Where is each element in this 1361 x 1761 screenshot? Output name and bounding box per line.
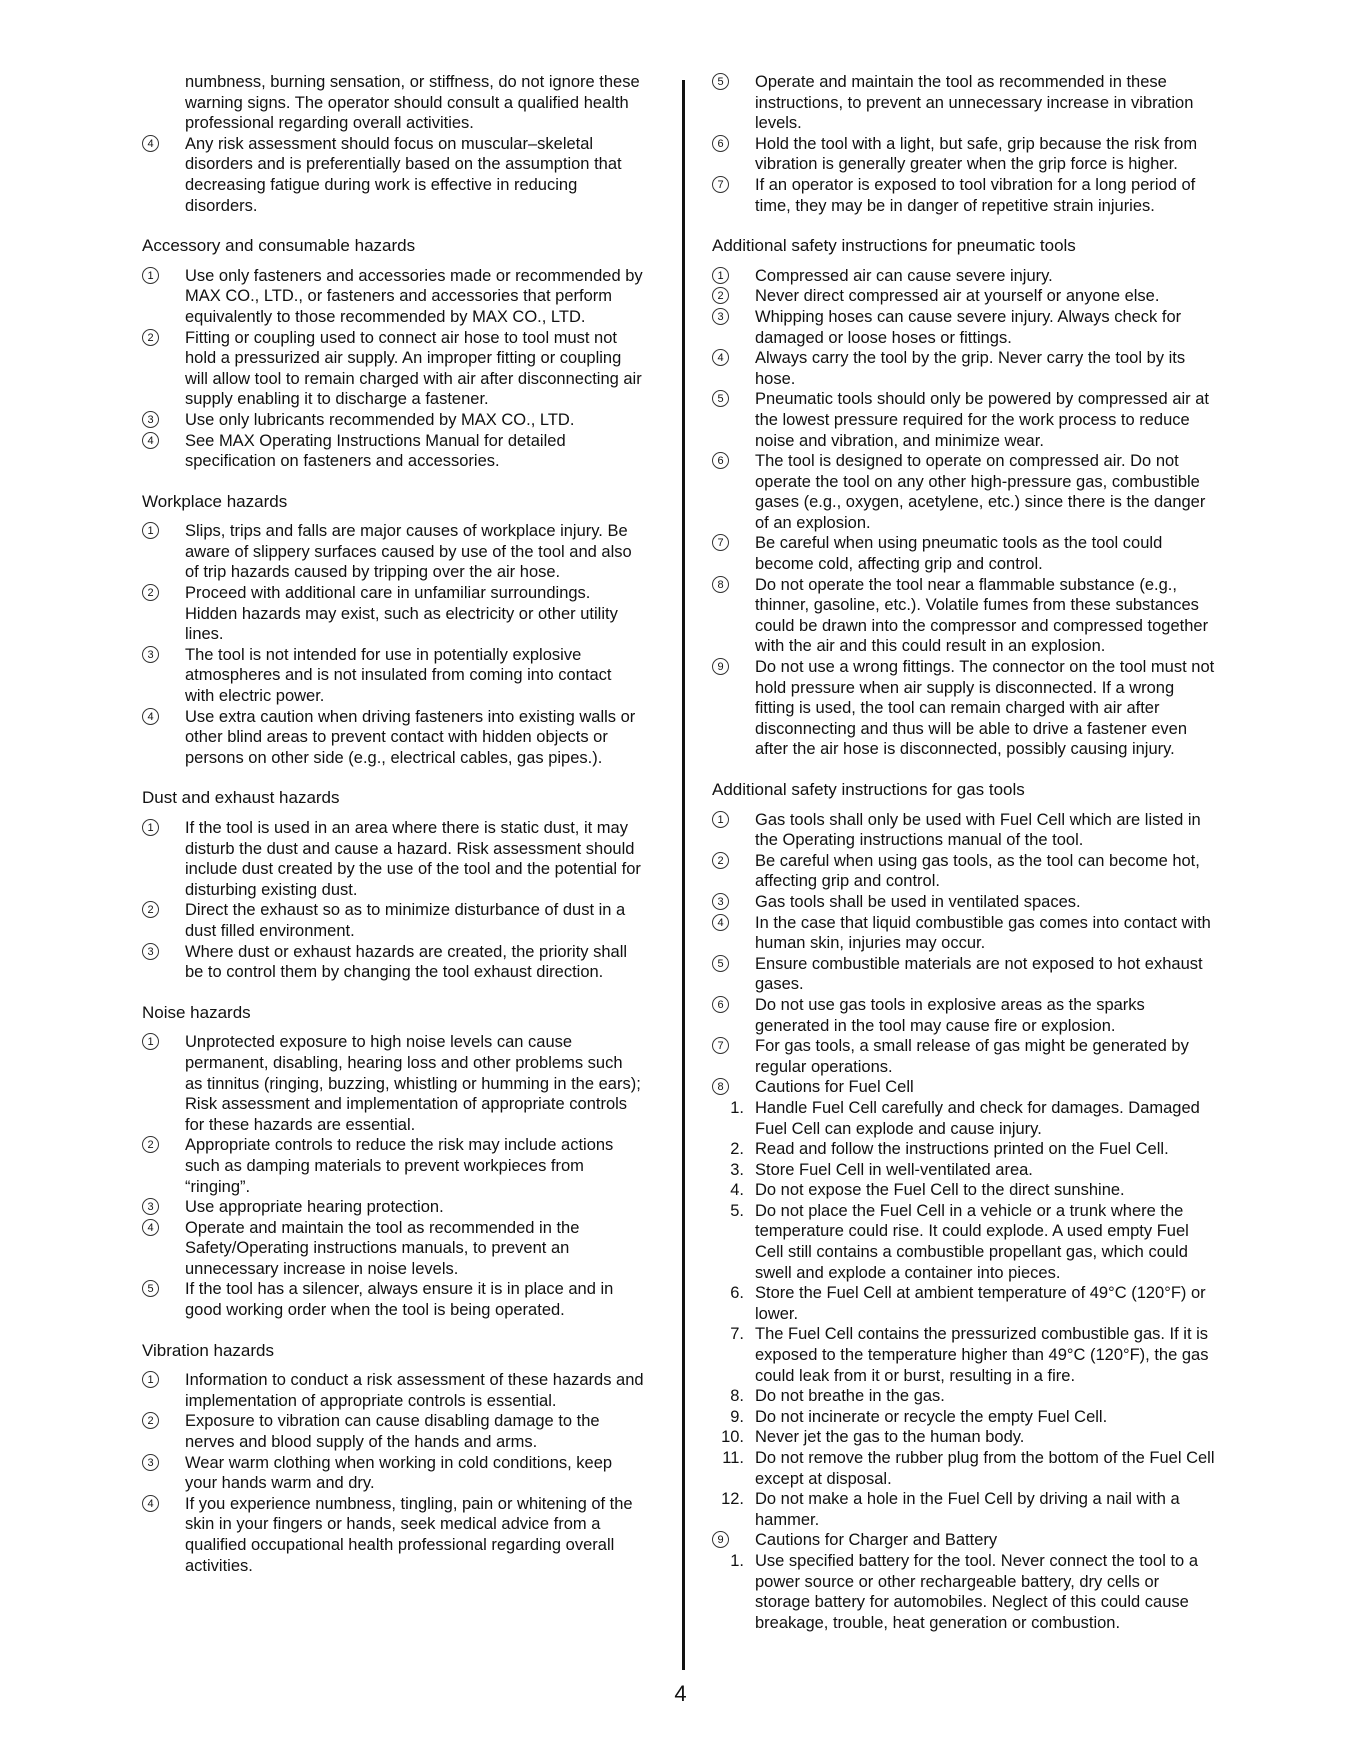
- vibration-continued-list: [712, 72, 1217, 216]
- circled-number: 3: [142, 943, 159, 960]
- list-item: [142, 583, 644, 645]
- circled-number: 5: [712, 73, 729, 90]
- circled-number: 3: [142, 1454, 159, 1471]
- circled-number: 4: [142, 135, 159, 152]
- subitem-text: Do not make a hole in the Fuel Cell by driving a nail with a hammer.: [755, 1490, 1180, 1529]
- item-text: Gas tools shall only be used with Fuel Cell which are listed in the Operating instructions manual of the tool.: [755, 810, 1201, 850]
- circled-number: 7: [712, 1037, 729, 1054]
- list-item: [712, 533, 1217, 574]
- list-item: [712, 954, 1217, 995]
- section-heading: Dust and exhaust hazards: [142, 788, 340, 808]
- hazard-section: [142, 1341, 644, 1577]
- subitem-text: Never jet the gas to the human body.: [755, 1428, 1025, 1447]
- circled-number: 6: [712, 135, 729, 152]
- circled-number: 8: [712, 576, 729, 593]
- list-item: [142, 1197, 644, 1218]
- list-item: [712, 892, 1217, 913]
- subitem-number: 10.: [721, 1428, 744, 1447]
- list-item: [712, 1530, 1217, 1551]
- list-item: [142, 1411, 644, 1452]
- numbered-subitem: [712, 1489, 1217, 1530]
- item-text: Operate and maintain the tool as recommended in the Safety/Operating instructions manuals, to prevent an unnecessary increase in noise levels.: [185, 1218, 580, 1278]
- circled-number: 6: [712, 452, 729, 469]
- subitem-text: Do not expose the Fuel Cell to the direct sunshine.: [755, 1181, 1125, 1200]
- circled-number: 4: [142, 1219, 159, 1236]
- item-text: Information to conduct a risk assessment of these hazards and implementation of appropriate controls is essential.: [185, 1371, 644, 1410]
- subitem-text: The Fuel Cell contains the pressurized combustible gas. If it is exposed to the temperature higher than 49°C (120°F), the gas could leak from it or burst, resulting in a fire.: [755, 1325, 1209, 1385]
- circled-number: 4: [142, 708, 159, 725]
- pneumatic-list: [712, 266, 1217, 760]
- item-text: Where dust or exhaust hazards are created, the priority shall be to control them by changing the tool exhaust direction.: [185, 942, 628, 982]
- subitem-text: Do not place the Fuel Cell in a vehicle or a trunk where the temperature could rise. It could explode. A used empty Fuel Cell still contains a combustible propellant gas, which could swell and explode a container into pieces.: [755, 1201, 1189, 1282]
- item-text: Any risk assessment should focus on muscular–skeletal disorders and is preferentially based on the assumption that decreasing fatigue during work is effective in reducing disorders.: [185, 134, 622, 215]
- hazard-list: [142, 1032, 644, 1320]
- list-item: [142, 1135, 644, 1197]
- numbered-subitem: [712, 1180, 1217, 1201]
- circled-number: 1: [142, 819, 159, 836]
- subitem-number: 7.: [730, 1325, 744, 1344]
- item-text: Compressed air can cause severe injury.: [755, 266, 1053, 285]
- list-item: [712, 286, 1217, 307]
- subitem-text: Do not remove the rubber plug from the bottom of the Fuel Cell except at disposal.: [755, 1449, 1215, 1488]
- hazard-list: [142, 266, 644, 472]
- circled-number: 1: [142, 1033, 159, 1050]
- numbered-subitem: [712, 1407, 1217, 1428]
- left-column: [142, 72, 644, 1596]
- list-item: [712, 1036, 1217, 1077]
- numbered-subitem: [712, 1098, 1217, 1139]
- list-item: [142, 1279, 644, 1320]
- numbered-subitem: [712, 1283, 1217, 1324]
- circled-number: 1: [142, 522, 159, 539]
- gas-list: [712, 810, 1217, 1078]
- item-text: Cautions for Fuel Cell: [755, 1078, 914, 1097]
- list-item: [712, 851, 1217, 892]
- item-text: Never direct compressed air at yourself or anyone else.: [755, 287, 1160, 306]
- list-item: [712, 810, 1217, 851]
- subitem-number: 2.: [730, 1140, 744, 1159]
- circled-number: 9: [712, 1531, 729, 1548]
- circled-number: 7: [712, 176, 729, 193]
- circled-number: 2: [712, 852, 729, 869]
- intro-continuation: numbness, burning sensation, or stiffness, do not ignore these warning signs. The operator should consult a qualified health professional regarding overall activities.: [185, 73, 640, 133]
- list-item: [142, 707, 644, 769]
- list-item: [712, 134, 1217, 175]
- subitem-number: 8.: [730, 1387, 744, 1406]
- list-item: [142, 134, 644, 216]
- item-text: Do not use gas tools in explosive areas as the sparks generated in the tool may cause fire or explosion.: [755, 995, 1145, 1035]
- list-item: [142, 1370, 644, 1411]
- section-heading: Vibration hazards: [142, 1340, 274, 1360]
- subitem-text: Do not breathe in the gas.: [755, 1387, 945, 1406]
- circled-number: 3: [712, 308, 729, 325]
- list-item: [712, 451, 1217, 533]
- numbered-subitem: [712, 1201, 1217, 1283]
- gas-section: [712, 780, 1217, 1633]
- list-item: [712, 657, 1217, 760]
- circled-number: 2: [712, 287, 729, 304]
- list-item: [142, 1032, 644, 1135]
- numbered-subitem: [712, 1139, 1217, 1160]
- numbered-subitem: [712, 1386, 1217, 1407]
- circled-number: 3: [142, 411, 159, 428]
- circled-number: 1: [142, 267, 159, 284]
- column-divider: [682, 80, 685, 1670]
- numbered-subitem: [712, 1427, 1217, 1448]
- item-text: If the tool has a silencer, always ensure it is in place and in good working order when the tool is being operated.: [185, 1280, 614, 1320]
- section-heading: Additional safety instructions for gas tools: [712, 780, 1025, 799]
- circled-number: 5: [712, 955, 729, 972]
- hazard-list: [142, 521, 644, 768]
- hazard-section: [142, 492, 644, 769]
- circled-number: 8: [712, 1078, 729, 1095]
- item-text: Slips, trips and falls are major causes of workplace injury. Be aware of slippery surfaces caused by use of the tool and also of trip hazards caused by tripping over the air hose.: [185, 522, 632, 582]
- subitem-text: Read and follow the instructions printed on the Fuel Cell.: [755, 1140, 1169, 1159]
- list-item: [142, 1218, 644, 1280]
- item-text: For gas tools, a small release of gas might be generated by regular operations.: [755, 1037, 1189, 1076]
- item-text: Do not use a wrong fittings. The connector on the tool must not hold pressure when air supply is disconnected. If a wrong fitting is used, the tool can remain charged with air after disconnecting and thus will be able to drive a fastener even after the air hose is disconnected, possibly causing injury.: [755, 658, 1215, 759]
- item-text: Use only lubricants recommended by MAX CO., LTD.: [185, 410, 575, 429]
- subitem-text: Handle Fuel Cell carefully and check for damages. Damaged Fuel Cell can explode and cause injury.: [755, 1098, 1200, 1138]
- item-text: The tool is not intended for use in potentially explosive atmospheres and is not insulated from coming into contact with electric power.: [185, 645, 612, 706]
- section-heading: Workplace hazards: [142, 491, 288, 511]
- fuel-cell-list: [712, 1077, 1217, 1098]
- item-text: If the tool is used in an area where there is static dust, it may disturb the dust and cause a hazard. Risk assessment should include dust created by the use of the tool and the potential for disturbing existing dust.: [185, 819, 641, 899]
- charger-subitems: [712, 1551, 1217, 1633]
- circled-number: 2: [142, 329, 159, 346]
- item-text: The tool is designed to operate on compressed air. Do not operate the tool on any other high-pressure gas, combustible gases (e.g., oxygen, acetylene, etc.) since there is the danger of an explosion.: [755, 452, 1206, 532]
- section-heading: Additional safety instructions for pneumatic tools: [712, 236, 1076, 256]
- subitem-number: 12.: [721, 1490, 744, 1509]
- subitem-text: Store the Fuel Cell at ambient temperature of 49°C (120°F) or lower.: [755, 1284, 1206, 1323]
- subitem-text: Do not incinerate or recycle the empty Fuel Cell.: [755, 1407, 1108, 1426]
- hazard-list: [142, 818, 644, 983]
- list-item: [142, 1453, 644, 1494]
- circled-number: 2: [142, 1412, 159, 1429]
- list-item: [142, 645, 644, 707]
- subitem-text: Use specified battery for the tool. Never connect the tool to a power source or other rechargeable battery, dry cells or storage battery for automobiles. Neglect of this could cause breakage, trouble, heat generation or combustion.: [755, 1551, 1198, 1632]
- item-text: Use extra caution when driving fasteners into existing walls or other blind areas to prevent contact with hidden objects or persons on other side (e.g., electrical cables, gas pipes.).: [185, 707, 636, 767]
- item-text: Exposure to vibration can cause disabling damage to the nerves and blood supply of the hands and arms.: [185, 1412, 600, 1452]
- item-text: In the case that liquid combustible gas comes into contact with human skin, injuries may occur.: [755, 913, 1211, 953]
- subitem-number: 5.: [730, 1201, 744, 1220]
- item-text: Proceed with additional care in unfamiliar surroundings. Hidden hazards may exist, such as electricity or other utility lines.: [185, 584, 618, 644]
- right-column: [712, 72, 1217, 1653]
- circled-number: 1: [142, 1371, 159, 1388]
- item-text: Fitting or coupling used to connect air hose to tool must not hold a pressurized air supply. An improper fitting or coupling will allow tool to remain charged with air after disconnecting air supply enabling it to discharge a fastener.: [185, 328, 642, 409]
- list-item: [712, 72, 1217, 134]
- item-text: Ensure combustible materials are not exposed to hot exhaust gases.: [755, 954, 1203, 994]
- list-item: [712, 348, 1217, 389]
- subitem-number: 1.: [730, 1551, 744, 1570]
- subitem-number: 4.: [730, 1181, 744, 1200]
- subitem-number: 1.: [730, 1098, 744, 1117]
- item-text: Use appropriate hearing protection.: [185, 1198, 444, 1217]
- item-text: Always carry the tool by the grip. Never carry the tool by its hose.: [755, 349, 1186, 388]
- page-number: 4: [674, 1681, 687, 1706]
- item-text: Appropriate controls to reduce the risk may include actions such as damping materials to prevent workpieces from “ringing”.: [185, 1136, 614, 1196]
- section-heading: Accessory and consumable hazards: [142, 236, 416, 256]
- list-item: [142, 431, 644, 472]
- circled-number: 2: [142, 901, 159, 918]
- circled-number: 2: [142, 1136, 159, 1153]
- item-text: Wear warm clothing when working in cold conditions, keep your hands warm and dry.: [185, 1453, 613, 1493]
- circled-number: 7: [712, 534, 729, 551]
- numbered-subitem: [712, 1448, 1217, 1489]
- item-text: Be careful when using pneumatic tools as the tool could become cold, affecting grip and control.: [755, 534, 1163, 574]
- numbered-subitem: [712, 1551, 1217, 1633]
- list-item: [142, 266, 644, 328]
- list-item: [712, 266, 1217, 287]
- list-item: [142, 328, 644, 410]
- item-text: Be careful when using gas tools, as the tool can become hot, affecting grip and control.: [755, 851, 1200, 891]
- list-item: [142, 942, 644, 983]
- item-text: Direct the exhaust so as to minimize disturbance of dust in a dust filled environment.: [185, 901, 626, 940]
- circled-number: 2: [142, 584, 159, 601]
- item-text: If an operator is exposed to tool vibration for a long period of time, they may be in danger of repetitive strain injuries.: [755, 175, 1196, 215]
- circled-number: 3: [142, 1198, 159, 1215]
- list-item: [712, 1077, 1217, 1098]
- list-item: [142, 900, 644, 941]
- subitem-number: 6.: [730, 1284, 744, 1303]
- charger-list: [712, 1530, 1217, 1551]
- circled-number: 4: [142, 432, 159, 449]
- list-item: [712, 175, 1217, 216]
- circled-number: 4: [142, 1495, 159, 1512]
- item-text: Hold the tool with a light, but safe, grip because the risk from vibration is generally greater when the grip force is higher.: [755, 134, 1198, 174]
- circled-number: 3: [712, 893, 729, 910]
- item-text: Operate and maintain the tool as recommended in these instructions, to prevent an unnecessary increase in vibration levels.: [755, 73, 1194, 133]
- hazard-section: [142, 236, 644, 472]
- circled-number: 1: [712, 811, 729, 828]
- item-text: Use only fasteners and accessories made or recommended by MAX CO., LTD., or fasteners and accessories that perform equivalently to those recommended by MAX CO., LTD.: [185, 266, 643, 326]
- pneumatic-section: [712, 236, 1217, 760]
- item-text: Do not operate the tool near a flammable substance (e.g., thinner, gasoline, etc.). Volatile fumes from these substances could be drawn into the compressor and compressed together with the air and this could result in an explosion.: [755, 575, 1209, 656]
- circled-number: 5: [142, 1280, 159, 1297]
- circled-number: 6: [712, 996, 729, 1013]
- hazard-section: [142, 788, 644, 982]
- list-item: [142, 410, 644, 431]
- list-item: [712, 995, 1217, 1036]
- item-text: Cautions for Charger and Battery: [755, 1531, 998, 1550]
- subitem-text: Store Fuel Cell in well-ventilated area.: [755, 1160, 1033, 1179]
- list-item: [142, 1494, 644, 1576]
- item-text: Whipping hoses can cause severe injury. Always check for damaged or loose hoses or fittings.: [755, 307, 1182, 347]
- subitem-number: 11.: [722, 1449, 744, 1467]
- circled-number: 9: [712, 658, 729, 675]
- list-item: [142, 521, 644, 583]
- item-text: Unprotected exposure to high noise levels can cause permanent, disabling, hearing loss and other problems such as tinnitus (ringing, buzzing, whistling or humming in the ears); Risk assessment and implementation of appropriate controls for these hazards are essential.: [185, 1033, 641, 1134]
- item-text: If you experience numbness, tingling, pain or whitening of the skin in your fingers or hands, seek medical advice from a qualified occupational health professional regarding overall activities.: [185, 1494, 633, 1575]
- list-item: [712, 913, 1217, 954]
- subitem-number: 3.: [730, 1160, 744, 1179]
- hazard-section: [142, 1003, 644, 1321]
- subitem-number: 9.: [730, 1407, 744, 1426]
- numbered-subitem: [712, 1324, 1217, 1386]
- circled-number: 5: [712, 390, 729, 407]
- item-text: See MAX Operating Instructions Manual for detailed specification on fasteners and accessories.: [185, 431, 566, 471]
- list-item: [142, 818, 644, 900]
- section-heading: Noise hazards: [142, 1002, 251, 1022]
- list-item: [712, 307, 1217, 348]
- intro-list: [142, 134, 644, 216]
- list-item: [712, 575, 1217, 657]
- circled-number: 4: [712, 349, 729, 366]
- circled-number: 4: [712, 914, 729, 931]
- hazard-list: [142, 1370, 644, 1576]
- fuel-cell-subitems: [712, 1098, 1217, 1530]
- item-text: Gas tools shall be used in ventilated spaces.: [755, 892, 1081, 911]
- circled-number: 3: [142, 646, 159, 663]
- numbered-subitem: [712, 1160, 1217, 1181]
- list-item: [712, 389, 1217, 451]
- circled-number: 1: [712, 267, 729, 284]
- item-text: Pneumatic tools should only be powered by compressed air at the lowest pressure required for the work process to reduce noise and vibration, and minimize wear.: [755, 390, 1209, 450]
